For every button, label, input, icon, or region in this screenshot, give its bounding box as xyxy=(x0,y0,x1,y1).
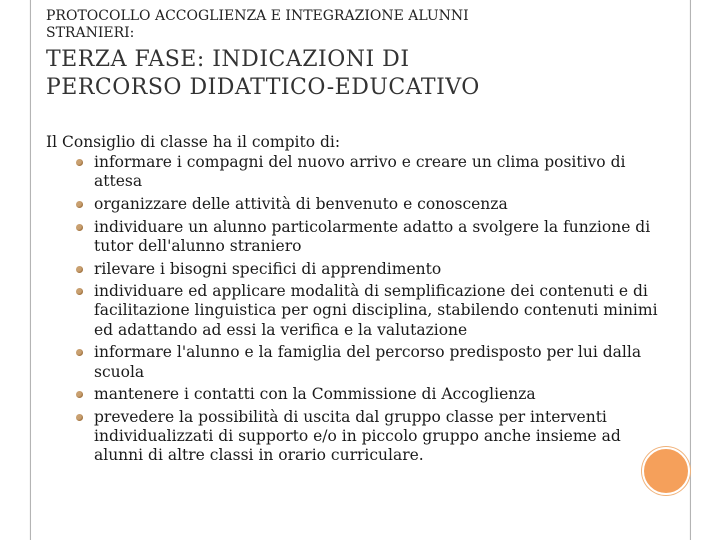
list-item-text: mantenere i contatti con la Commissione di Accoglienza xyxy=(94,385,536,404)
title-line-1: TERZA FASE: INDICAZIONI DI xyxy=(46,47,410,72)
bullet-dot-icon xyxy=(76,159,83,166)
list-item xyxy=(94,408,664,466)
right-frame-line xyxy=(690,0,691,540)
bullet-list xyxy=(94,153,664,469)
title-line-2: PERCORSO DIDATTICO-EDUCATIVO xyxy=(46,75,480,100)
list-item-text: informare i compagni del nuovo arrivo e creare un clima positivo di attesa xyxy=(94,153,626,191)
list-item xyxy=(94,260,664,279)
bullet-dot-icon xyxy=(76,414,83,421)
bullet-dot-icon xyxy=(76,391,83,398)
list-item-text: informare l'alunno e la famiglia del percorso predisposto per lui dalla scuola xyxy=(94,343,642,381)
slide-title xyxy=(46,46,666,102)
list-item-text: prevedere la possibilità di uscita dal gruppo classe per interventi individualizzati di supporto e/o in piccolo gruppo anche insieme ad alunni di altre classi in orario curriculare. xyxy=(94,407,621,465)
list-item xyxy=(94,282,664,340)
bullet-dot-icon xyxy=(76,266,83,273)
list-item xyxy=(94,343,664,381)
list-item-text: rilevare i bisogni specifici di apprendimento xyxy=(94,259,442,278)
bullet-dot-icon xyxy=(76,349,83,356)
intro-text: Il Consiglio di classe ha il compito di: xyxy=(46,133,341,151)
list-item-text: individuare ed applicare modalità di semplificazione dei contenuti e di facilitazione linguistica per ogni disciplina, stabilendo contenuti minimi ed adattando ad essi la verifica e la valutazione xyxy=(94,282,658,339)
list-item xyxy=(94,195,664,214)
decorative-circle-icon xyxy=(642,447,690,495)
header-line-1: PROTOCOLLO ACCOGLIENZA E INTEGRAZIONE ALUNNI xyxy=(46,8,469,24)
bullet-dot-icon xyxy=(76,288,83,295)
list-item-text: individuare un alunno particolarmente adatto a svolgere la funzione di tutor dell'alunno straniero xyxy=(94,217,651,255)
list-item-text: organizzare delle attività di benvenuto e conoscenza xyxy=(94,194,508,213)
bullet-dot-icon xyxy=(76,224,83,231)
bullet-dot-icon xyxy=(76,201,83,208)
list-item xyxy=(94,385,664,404)
list-item xyxy=(94,153,664,191)
header-line-2: STRANIERI: xyxy=(46,25,135,41)
list-item xyxy=(94,218,664,256)
left-frame-line xyxy=(30,0,31,540)
slide-header xyxy=(46,8,666,42)
